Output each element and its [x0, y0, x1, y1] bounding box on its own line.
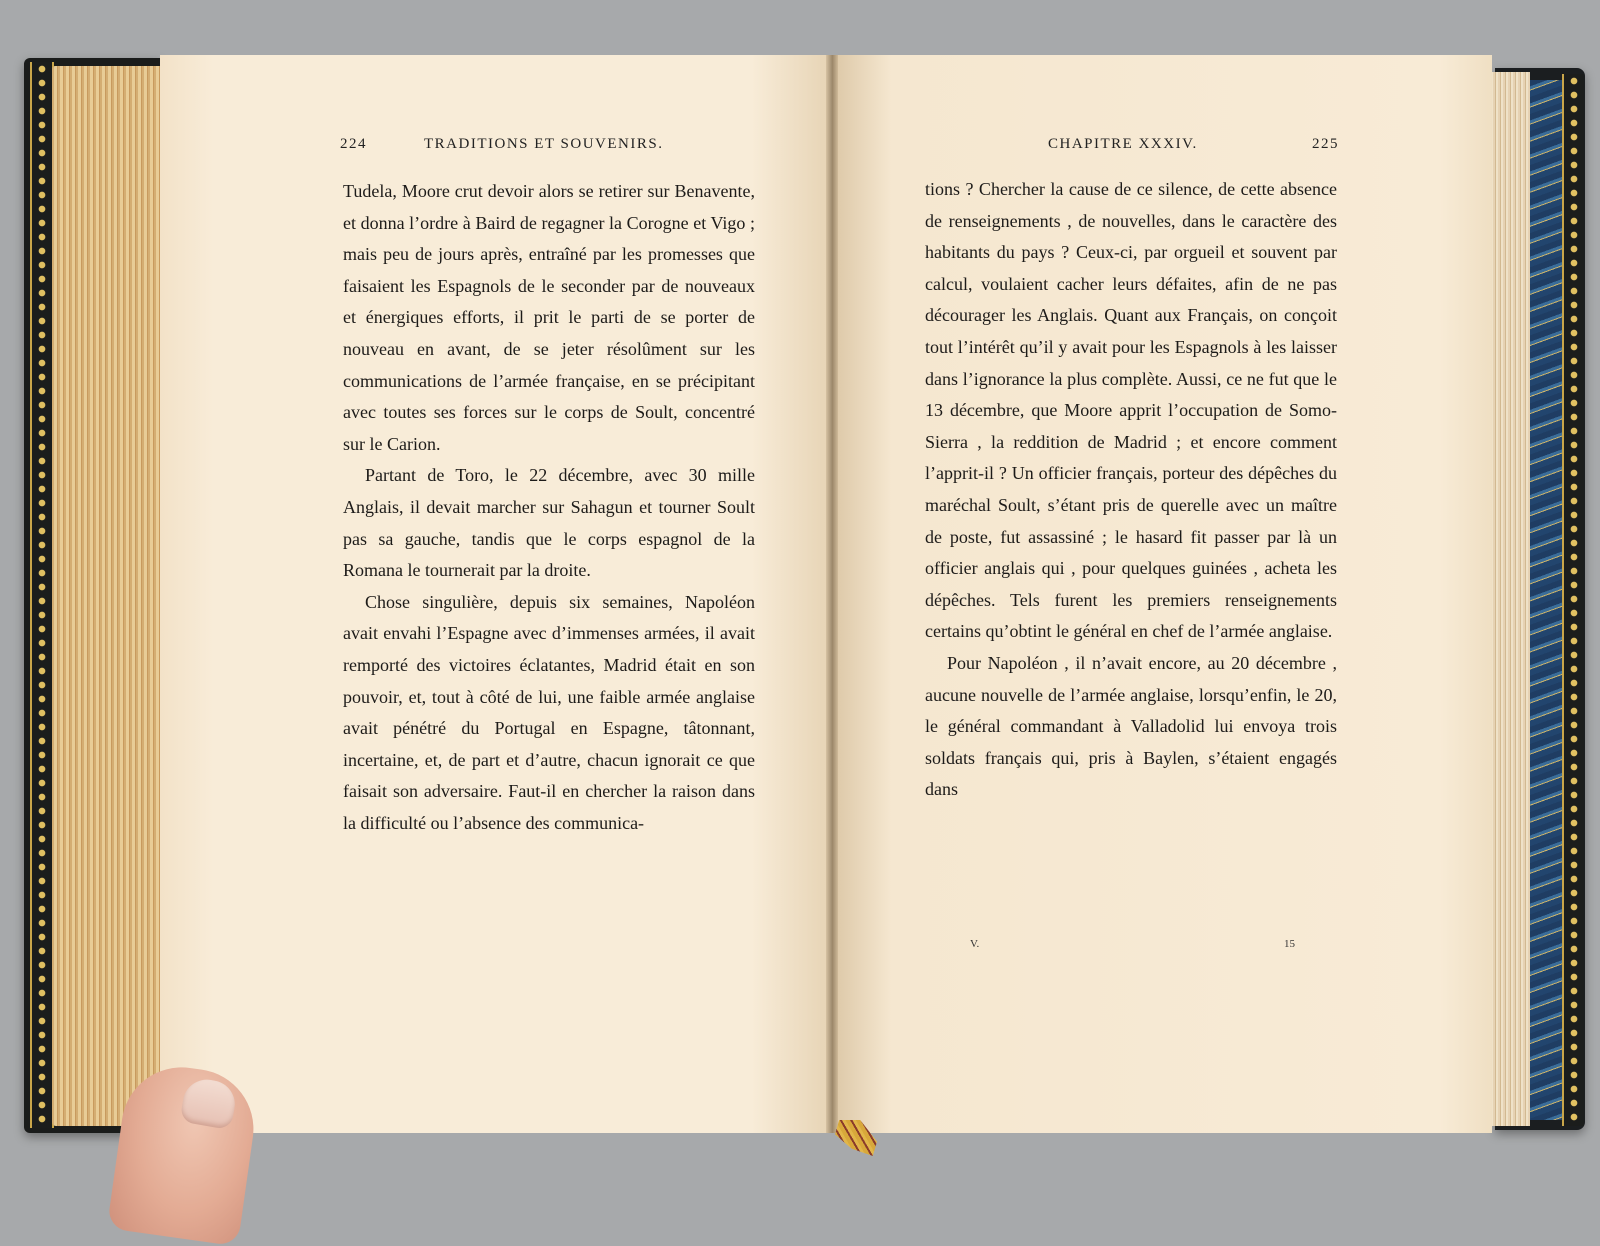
- left-running-title: TRADITIONS ET SOUVENIRS.: [424, 136, 664, 152]
- right-page-number: 225: [1312, 136, 1339, 152]
- signature-mark-number: 15: [1284, 938, 1295, 950]
- right-gilt-border: [1562, 74, 1584, 1126]
- paragraph: Chose singulière, depuis six semaines, Napoléon avait envahi l’Espagne avec d’immenses armées, il avait remporté des victoires éclatantes, Madrid était en son pouvoir, et, tout à côté de lui, une faible armée anglaise avait pénétré du Portugal en Espagne, tâtonnant, incertaine, et, de part et d’autre, chacun ignorait ce que faisait son adversaire. Faut-il en chercher la raison dans la difficulté ou l’absence des communica-: [343, 591, 755, 833]
- left-gilt-border: [30, 62, 54, 1128]
- right-running-title: CHAPITRE XXXIV.: [1048, 136, 1198, 152]
- right-page-text: [925, 174, 1337, 806]
- left-page-text: [343, 176, 755, 839]
- signature-mark-volume: V.: [970, 938, 980, 950]
- book-gutter: [826, 55, 838, 1133]
- paragraph: Tudela, Moore crut devoir alors se retirer sur Benavente, et donna l’ordre à Baird de regagner la Corogne et Vigo ; mais peu de jours après, entraîné par les promesses que faisaient les Espagnols de le seconder par de nouveaux et énergiques efforts, il prit le parti de se porter de nouveau en avant, de se jeter résolûment sur les communications de l’armée française, en se précipitant avec toutes ses forces sur le corps de Soult, concentré sur le Carion.: [343, 181, 755, 454]
- left-page-number: 224: [340, 136, 367, 152]
- paragraph: Partant de Toro, le 22 décembre, avec 30 mille Anglais, il devait marcher sur Sahagun et tourner Soult pas sa gauche, tandis que le corps espagnol de la Romana le tournerait par la droite.: [343, 465, 755, 581]
- left-page-edges: [52, 66, 162, 1126]
- marbled-endpaper: [1530, 80, 1562, 1120]
- paragraph: Pour Napoléon , il n’avait encore, au 20 décembre , aucune nouvelle de l’armée anglaise, lorsqu’enfin, le 20, le général commandant à Valladolid lui envoya trois soldats français qui, pris à Baylen, s’étaient engagés dans: [925, 652, 1337, 800]
- paragraph: tions ? Chercher la cause de ce silence, de cette absence de renseignements , de nouvelles, dans le caractère des habitants du pays ? Ceux-ci, par orgueil et souvent par calcul, voulaient cacher leurs défaites, afin de ne pas décourager les Anglais. Quant aux Français, on conçoit tout l’intérêt qu’il y avait pour les Espagnols à les laisser dans l’ignorance la plus complète. Aussi, ce ne fut que le 13 décembre, que Moore apprit l’occupation de Somo-Sierra , la reddition de Madrid ; et encore comment l’apprit-il ? Un officier français, porteur des dépêches du maréchal Soult, s’étant pris de querelle avec un maître de poste, fut assassiné ; le hasard fit passer par là un officier anglais qui , pour quelques guinées , acheta les dépêches. Tels furent les premiers renseignements certains qu’obtint le général en chef de l’armée anglaise.: [925, 179, 1337, 642]
